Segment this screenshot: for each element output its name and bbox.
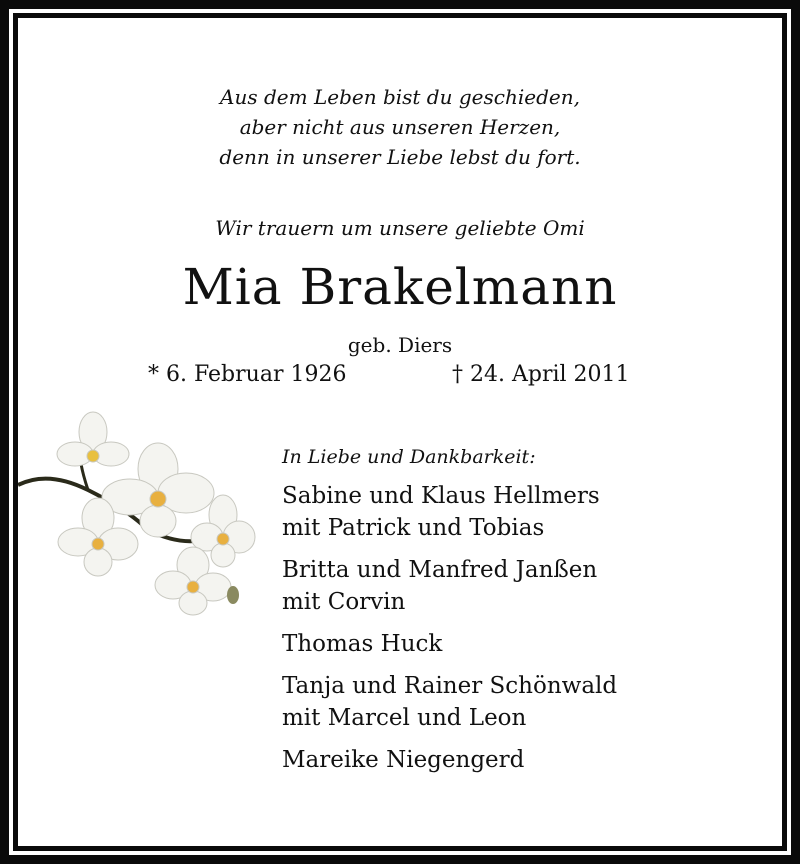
death-date: † 24. April 2011 (452, 362, 630, 387)
mourner-line: Tanja und Rainer Schönwald (282, 673, 618, 699)
mourner-line: mit Corvin (282, 589, 406, 615)
poem (0, 82, 800, 172)
mourner-line: Sabine und Klaus Hellmers (282, 483, 600, 509)
mourner-line: mit Patrick und Tobias (282, 515, 545, 541)
mourner-line: Britta und Manfred Janßen (282, 557, 598, 583)
mourner-line: mit Marcel und Leon (282, 705, 527, 731)
mourner-line: Mareike Niegengerd (282, 747, 525, 773)
mourner-group (282, 628, 617, 660)
mourner-group (282, 744, 617, 776)
deceased-name: Mia Brakelmann (182, 258, 618, 316)
poem-line: Aus dem Leben bist du geschieden, (220, 85, 580, 109)
poem-line: denn in unserer Liebe lebst du fort. (219, 145, 581, 169)
mourner-group (282, 480, 617, 544)
mourner-line: Thomas Huck (282, 631, 443, 657)
orchid-image (18, 410, 258, 630)
mourner-group (282, 670, 617, 734)
birth-date: * 6. Februar 1926 (148, 362, 347, 387)
mourners-intro: In Liebe und Dankbarkeit: (282, 446, 536, 468)
mourning-line: Wir trauern um unsere geliebte Omi (215, 216, 585, 240)
poem-line: aber nicht aus unseren Herzen, (239, 115, 561, 139)
mourner-group (282, 554, 617, 618)
mourners-list (282, 446, 617, 786)
maiden-name: geb. Diers (347, 333, 453, 357)
